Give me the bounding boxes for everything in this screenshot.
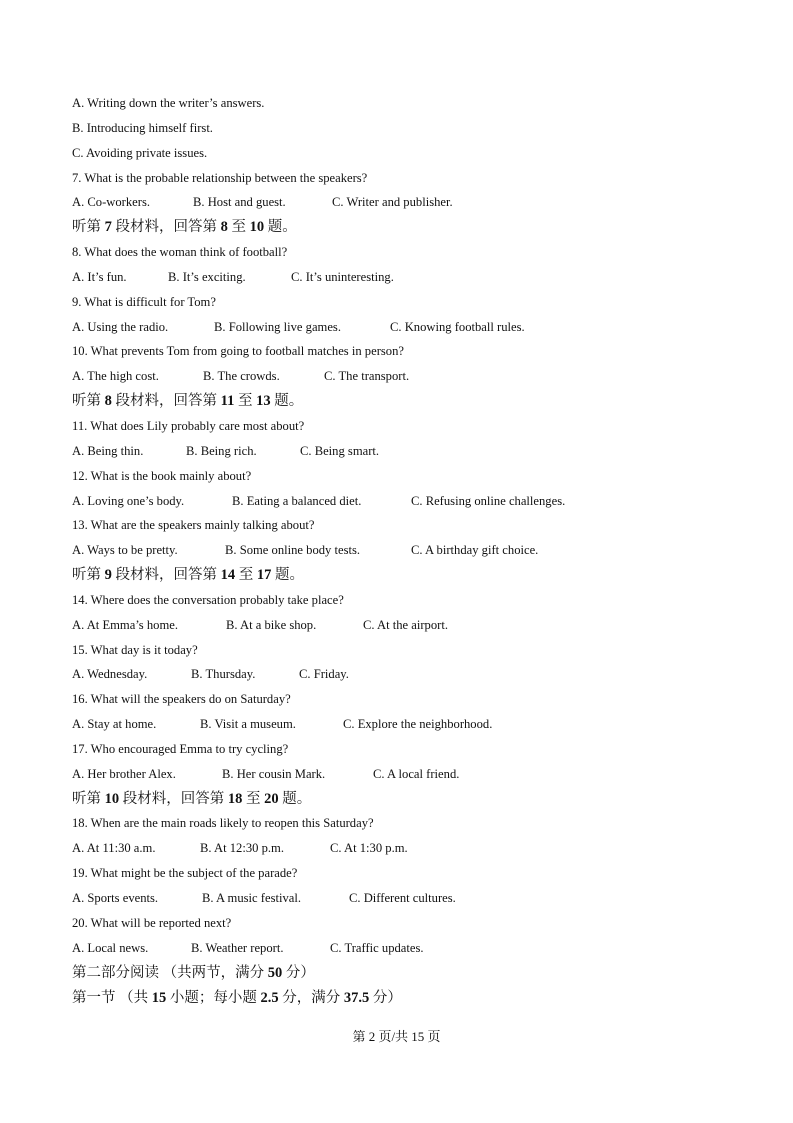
- q10-stem: 10. What prevents Tom from going to football matches in person?: [72, 344, 404, 359]
- q10-option-c: C. The transport.: [324, 369, 410, 384]
- q17-options: [72, 762, 732, 787]
- section-heading-8: 听第 8 段材料，回答第 11 至 13 题。: [72, 393, 304, 410]
- q6-option-c: C. Avoiding private issues.: [72, 145, 208, 160]
- q11-option-a: A. Being thin.: [72, 443, 144, 458]
- q12-option-b: B. Eating a balanced diet.: [232, 493, 362, 508]
- q17-option-a: A. Her brother Alex.: [72, 766, 176, 781]
- q20-option-b: B. Weather report.: [191, 940, 284, 955]
- q12-options: [72, 489, 732, 514]
- q13-options: [72, 538, 732, 563]
- q15-stem: 15. What day is it today?: [72, 642, 198, 657]
- q16-option-c: C. Explore the neighborhood.: [343, 717, 493, 732]
- section-heading-9: 听第 9 段材料，回答第 14 至 17 题。: [72, 567, 304, 584]
- q20-stem: 20. What will be reported next?: [72, 915, 232, 930]
- q15-options: [72, 662, 732, 687]
- q14-options: [72, 613, 732, 638]
- q19-option-c: C. Different cultures.: [349, 891, 456, 905]
- q20-option-a: A. Local news.: [72, 940, 149, 955]
- q8-option-a: A. It’s fun.: [72, 269, 127, 284]
- section-heading-10: 听第 10 段材料，回答第 18 至 20 题。: [72, 790, 312, 807]
- q19-option-a: A. Sports events.: [72, 891, 159, 905]
- q15-option-a: A. Wednesday.: [72, 667, 148, 682]
- q11-stem: 11. What does Lily probably care most about?: [72, 418, 305, 433]
- q14-stem: 14. Where does the conversation probably take place?: [72, 592, 344, 607]
- q12-option-a: A. Loving one’s body.: [72, 493, 185, 508]
- q6-option-a: A. Writing down the writer’s answers.: [72, 96, 265, 110]
- q19-options: [72, 886, 732, 911]
- page-footer: 第 2 页/共 15 页: [352, 1029, 441, 1044]
- q13-option-a: A. Ways to be pretty.: [72, 543, 178, 558]
- q17-option-c: C. A local friend.: [373, 766, 460, 781]
- q13-option-c: C. A birthday gift choice.: [411, 543, 539, 558]
- q20-option-c: C. Traffic updates.: [330, 940, 424, 955]
- q9-option-a: A. Using the radio.: [72, 319, 169, 334]
- q10-option-b: B. The crowds.: [203, 369, 280, 384]
- q18-option-a: A. At 11:30 a.m.: [72, 841, 156, 856]
- q18-option-b: B. At 12:30 p.m.: [200, 841, 284, 856]
- q10-option-a: A. The high cost.: [72, 369, 159, 384]
- q14-option-c: C. At the airport.: [363, 617, 448, 632]
- q15-option-b: B. Thursday.: [191, 667, 256, 682]
- q11-options: [72, 439, 732, 464]
- q16-stem: 16. What will the speakers do on Saturday?: [72, 692, 291, 707]
- q6-option-b: B. Introducing himself first.: [72, 120, 213, 135]
- q8-option-c: C. It’s uninteresting.: [291, 269, 394, 284]
- q9-options: [72, 315, 732, 340]
- q14-option-b: B. At a bike shop.: [226, 617, 317, 632]
- q9-option-c: C. Knowing football rules.: [390, 319, 525, 334]
- q7-options: [72, 190, 732, 215]
- q11-option-c: C. Being smart.: [300, 443, 380, 458]
- q12-option-c: C. Refusing online challenges.: [411, 493, 566, 508]
- q16-option-b: B. Visit a museum.: [200, 717, 296, 732]
- section-heading-7: 听第 7 段材料，回答第 8 至 10 题。: [72, 219, 297, 236]
- q15-option-c: C. Friday.: [299, 667, 349, 682]
- q18-option-c: C. At 1:30 p.m.: [330, 841, 408, 856]
- q8-options: [72, 265, 732, 290]
- q7-option-c: C. Writer and publisher.: [332, 195, 453, 210]
- q18-options: [72, 836, 732, 861]
- q10-options: [72, 364, 732, 389]
- q7-option-b: B. Host and guest.: [193, 195, 286, 210]
- q11-option-b: B. Being rich.: [186, 443, 257, 458]
- q18-stem: 18. When are the main roads likely to reopen this Saturday?: [72, 816, 374, 831]
- q19-stem: 19. What might be the subject of the parade?: [72, 866, 298, 881]
- question-page: [72, 91, 732, 1011]
- q17-option-b: B. Her cousin Mark.: [222, 766, 326, 781]
- q14-option-a: A. At Emma’s home.: [72, 617, 178, 632]
- q12-stem: 12. What is the book mainly about?: [72, 468, 252, 483]
- section-one-heading: 第一节 （共 15 小题；每小题 2.5 分，满分 37.5 分）: [72, 989, 402, 1006]
- q7-option-a: A. Co-workers.: [72, 195, 150, 210]
- q16-option-a: A. Stay at home.: [72, 717, 157, 732]
- q17-stem: 17. Who encouraged Emma to try cycling?: [72, 741, 289, 756]
- q8-option-b: B. It’s exciting.: [168, 269, 246, 284]
- part-two-heading: 第二部分阅读 （共两节，满分 50 分）: [72, 964, 315, 981]
- q9-stem: 9. What is difficult for Tom?: [72, 294, 216, 309]
- q16-options: [72, 712, 732, 737]
- q9-option-b: B. Following live games.: [214, 319, 341, 334]
- q19-option-b: B. A music festival.: [202, 891, 301, 905]
- q13-stem: 13. What are the speakers mainly talking about?: [72, 518, 315, 533]
- q20-options: [72, 936, 732, 961]
- q7-stem: 7. What is the probable relationship between the speakers?: [72, 170, 368, 185]
- q13-option-b: B. Some online body tests.: [225, 543, 361, 558]
- q8-stem: 8. What does the woman think of football?: [72, 245, 288, 260]
